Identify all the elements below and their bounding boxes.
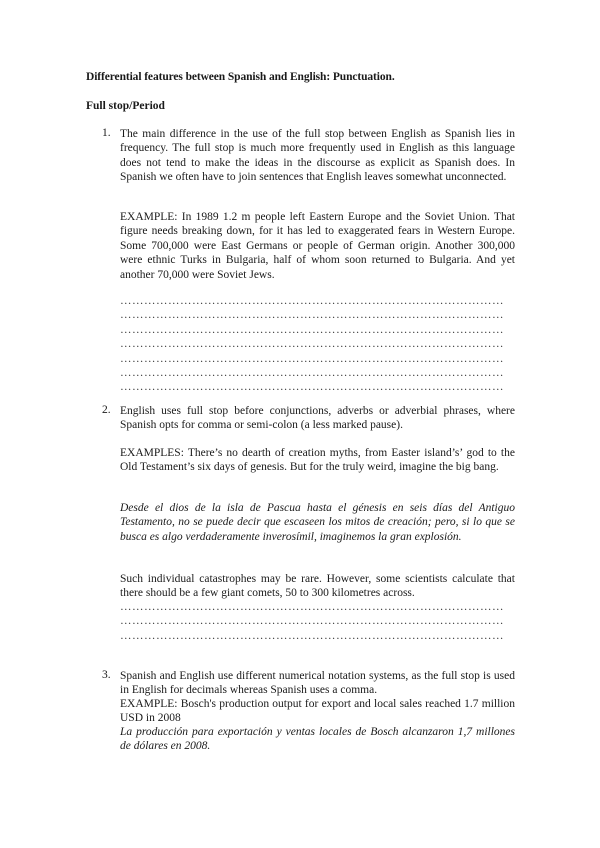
item-1-text: The main difference in the use of the full stop between English as Spanish lies in frequency. The full stop is much more frequently used in English as this language does not tend to make the ideas in the discourse as explicit as Spanish does. In Spanish we often have to join sentences that English leaves somewhat unconnected. xyxy=(120,128,515,184)
answer-line: …………………………………………………………………………………… xyxy=(120,381,504,394)
item-2-text: English uses full stop before conjunctions, adverbs or adverbial phrases, where Spanish opts for comma or semi-colon (a less marked pause). xyxy=(120,405,515,432)
item-2-number: 2. xyxy=(102,404,111,416)
answer-line: …………………………………………………………………………………… xyxy=(120,295,504,307)
answer-line: …………………………………………………………………………………… xyxy=(120,323,504,336)
item-3-translation: La producción para exportación y ventas locales de Bosch alcanzaron 1,7 millones de dólares en 2008. xyxy=(120,726,515,753)
page-title: Differential features between Spanish and English: Punctuation. xyxy=(86,71,395,83)
item-2-example2: Such individual catastrophes may be rare. However, some scientists calculate that there should be a few giant comets, 50 to 300 kilometres across. xyxy=(120,573,515,600)
answer-line: …………………………………………………………………………………… xyxy=(120,629,504,642)
answer-line: …………………………………………………………………………………… xyxy=(120,309,504,322)
item-1-answer-lines xyxy=(120,294,515,395)
answer-line: …………………………………………………………………………………… xyxy=(120,601,504,613)
answer-line: …………………………………………………………………………………… xyxy=(120,352,504,365)
item-2-example: EXAMPLES: There’s no dearth of creation myths, from Easter island’s’ god to the Old Testament’s six days of genesis. But for the truly weird, imagine the big bang. xyxy=(120,447,515,474)
answer-line: …………………………………………………………………………………… xyxy=(120,366,504,379)
answer-line: …………………………………………………………………………………… xyxy=(120,615,504,628)
item-2-answer-lines xyxy=(120,600,515,643)
item-3-number: 3. xyxy=(102,669,111,681)
answer-line: …………………………………………………………………………………… xyxy=(120,338,504,351)
item-1-number: 1. xyxy=(102,127,111,139)
item-1-example: EXAMPLE: In 1989 1.2 m people left Eastern Europe and the Soviet Union. That figure needs breaking down, for it has led to exaggerated fears in Western Europe. Some 700,000 were East Germans or people of German origin. Another 300,000 were ethnic Turks in Bulgaria, half of whom soon returned to Bulgaria. And yet another 70,000 were Soviet Jews. xyxy=(120,211,515,281)
item-3-example: EXAMPLE: Bosch's production output for export and local sales reached 1.7 million USD in 2008 xyxy=(120,698,515,725)
section-heading: Full stop/Period xyxy=(86,100,165,112)
item-3-text: Spanish and English use different numerical notation systems, as the full stop is used in English for decimals whereas Spanish uses a comma. xyxy=(120,670,515,697)
item-2-translation: Desde el dios de la isla de Pascua hasta el génesis en seis días del Antiguo Testamento, no se puede decir que escaseen los mitos de creación; pero, si lo que se busca es algo verdaderamente inverosímil, imaginemos la gran explosión. xyxy=(120,502,515,543)
